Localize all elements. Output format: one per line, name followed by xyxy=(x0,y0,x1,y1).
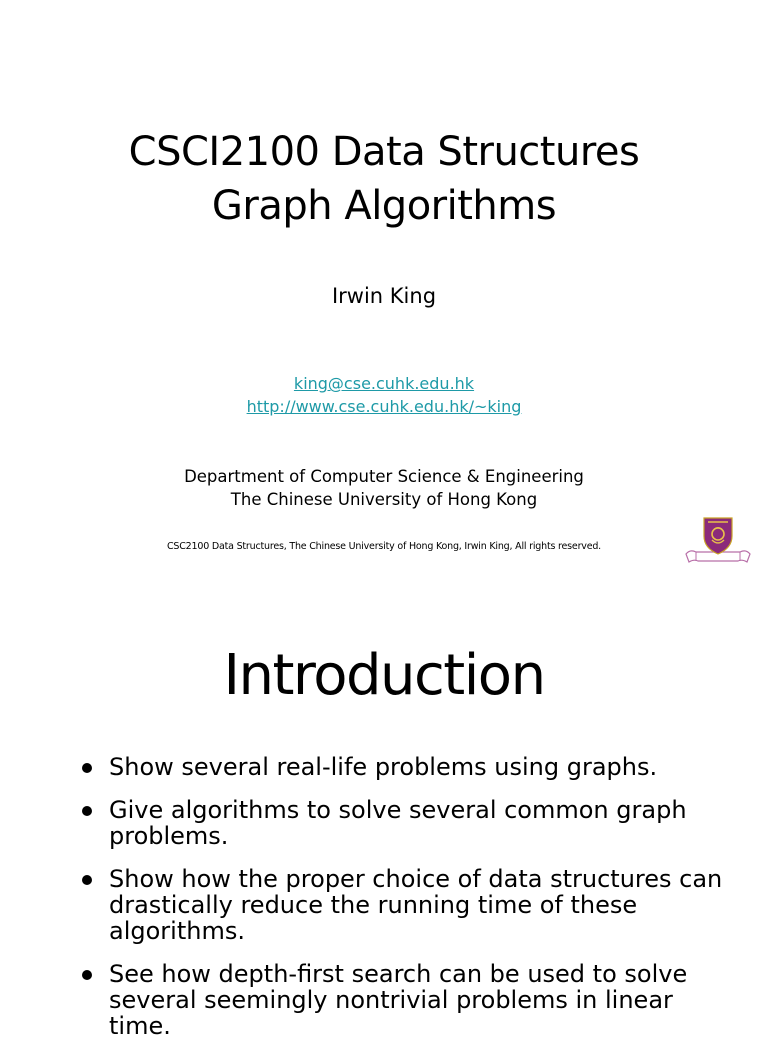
bullet-item xyxy=(0,961,768,1039)
department-name: Department of Computer Science & Engineering xyxy=(184,467,584,486)
bullet-text: Show how the proper choice of data structures can drastically reduce the running time of these algorithms. xyxy=(109,865,723,945)
bullet-item xyxy=(0,866,768,944)
university-crest-icon xyxy=(684,516,752,566)
introduction-slide xyxy=(0,600,768,1040)
course-title: CSCI2100 Data Structures xyxy=(128,129,640,175)
bullet-item xyxy=(0,754,768,780)
bullet-dot-icon xyxy=(82,970,92,980)
bullet-dot-icon xyxy=(82,875,92,885)
copyright-notice: CSC2100 Data Structures, The Chinese University of Hong Kong, Irwin King, All rights reserved. xyxy=(166,541,601,552)
bullet-dot-icon xyxy=(82,763,92,773)
lecture-title: Graph Algorithms xyxy=(211,183,557,229)
bullet-list xyxy=(0,754,768,1056)
bullet-text: Show several real-life problems using graphs. xyxy=(109,753,658,781)
bullet-text: Give algorithms to solve several common graph problems. xyxy=(109,796,687,850)
author-name: Irwin King xyxy=(331,284,437,308)
email-link[interactable]: king@cse.cuhk.edu.hk xyxy=(293,374,475,393)
bullet-dot-icon xyxy=(82,806,92,816)
bullet-item xyxy=(0,797,768,849)
bullet-text: See how depth-first search can be used to solve several seemingly nontrivial problems in linear time. xyxy=(109,960,688,1040)
slide-title: Introduction xyxy=(223,643,545,708)
website-link[interactable]: http://www.cse.cuhk.edu.hk/~king xyxy=(246,397,522,416)
university-name: The Chinese University of Hong Kong xyxy=(230,490,538,509)
